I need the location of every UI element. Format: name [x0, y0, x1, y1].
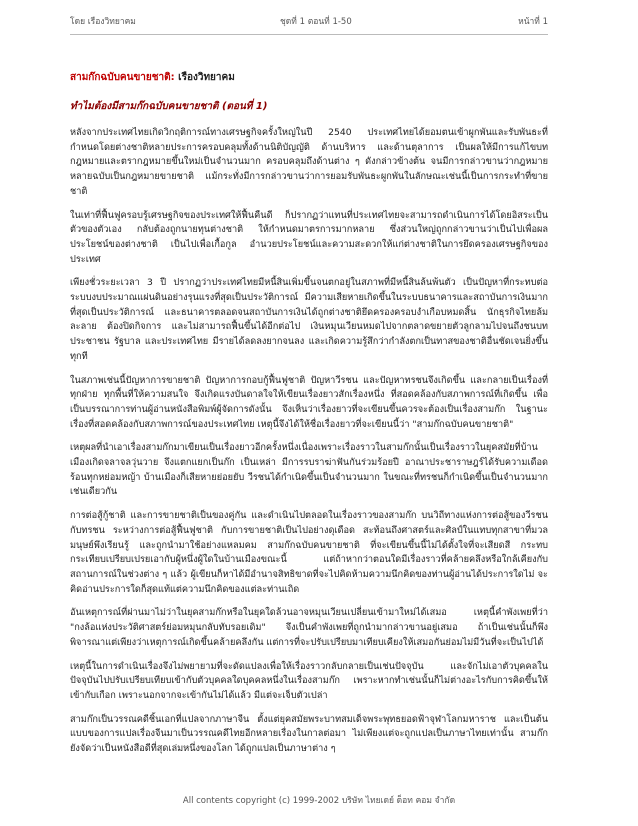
paragraph-7: อันเหตุการณ์ที่ผ่านมาไม่ว่าในยุคสามก๊กหรือในยุคใดล้วนอาจหมุนเวียนเปลี่ยนเข้ามาใหม่ได้เสมอ เหตุนี้คำพังเพยที่ว่า "กงล้อแห่งประวัติศาสตร์ย่อมหมุนกลับทับรอยเดิม" จึงเป็นคำพังเพยที่ถูกนำมากล่าวขานอยู่เสมอ ถ้าเป็นเช่นนั้นก็พึงพิจารณาแต่เพียงว่าเหตุการณ์เกิดขึ้นคล้ายคลึงกัน แต่การที่จะปรับเปรียบมาเทียบเคียงให้เสมอกันย่อมไม่มีวันที่จะเป็นไปได้	[70, 607, 548, 648]
paragraph-2: ในเท่าที่ฟื้นฟูครอบรู้เศรษฐกิจของประเทศให้ฟื้นคืนดี ก็ปรากฏว่าแทนที่ประเทศไทยจะสามารถดำเนินการได้โดยอิสระเป็นตัวของตัวเอง กลับต้องถูกนายทุนต่างชาติ ให้กำหนดมาตรการมากหลาย ซึ่งส่วนใหญ่ถูกกล่าวขานว่าเป็นไปเพื่อผลประโยชน์ของต่างชาติ เป็นไปเพื่อเกื้อกูล อำนวยประโยชน์และความสะดวกให้แก่ต่างชาติในการยึดครองเศรษฐกิจของประเทศ	[70, 209, 548, 265]
paragraph-5: เหตุผลที่นำเอาเรื่องสามก๊กมาเขียนเป็นเรื่องยาวอีกครั้งหนึ่งเนื่องเพราะเรื่องราวในสามก๊กนั้นเป็นเรื่องราวในยุคสมัยที่บ้านเมืองเกิดจลาจลวุ่นวาย จึงแตกแยกเป็นก๊ก เป็นเหล่า มีการรบราฆ่าฟันกันร่วมร้อยปี อาณาประชาราษฎร์ได้รับความเดือดร้อนทุกหย่อมหญ้า บ้านเมืองก็เสียหายย่อยยับ วีรชนได้กำเนิดขึ้นเป็นจำนวนมาก ในขณะที่ทรชนก็กำเนิดขึ้นเป็นจำนวนมากเช่นเดียวกัน	[70, 442, 548, 498]
paragraph-9: สามก๊กเป็นวรรณคดีชิ้นเอกที่แปลจากภาษาจีน ตั้งแต่ยุคสมัยพระบาทสมเด็จพระพุทธยอดฟ้าจุฬาโลกมหาราช และเป็นต้นแบบของการแปลเรื่องจีนมาเป็นวรรณคดีไทยอีกหลายเรื่องในกาลต่อมา ไม่เพียงแต่จะถูกแปลเป็นภาษาไทยเท่านั้น สามก๊กยังจัดว่าเป็นหนังสือดีที่สุดเล่มหนึ่งของโลก ได้ถูกแปลเป็นภาษาต่าง ๆ	[70, 713, 548, 755]
paragraph-6: การต่อสู้กู้ชาติ และการขายชาติเป็นของคู่กัน และดำเนินไปตลอดในเรื่องราวของสามก๊ก บนวิถีทางแห่งการต่อสู้ของวีรชนกับทรชน ระหว่างการต่อสู้ฟื้นฟูชาติ กับการขายชาติเป็นไปอย่างดุเดือด สะท้อนถึงศาสตร์และศิลป์ในแทบทุกสาขาที่มวลมนุษย์พึงเรียนรู้ และถูกนำมาใช้อย่างแหลมคม สามก๊กฉบับคนขายชาติ ที่จะเขียนขึ้นนี้ไม่ได้ตั้งใจที่จะเสียดสี กระทบกระเทียบเปรียบเปรยเอากับผู้หนึ่งผู้ใดในบ้านเมืองขณะนี้ แต่ถ้าหากว่าตอนใดมีเรื่องราวที่คล้ายคลึงหรือใกล้เคียงกับสถานการณ์ในช่วงต่าง ๆ แล้ว ผู้เขียนก็หาได้มีอำนาจสิทธิขาดที่จะไปคิดห้ามความนึกคิดของท่านผู้อ่านได้ประการใดไม่ จะคิดอ่านประการใดก็สุดแท้แต่ความนึกคิดของแต่ละท่านเถิด	[70, 510, 548, 595]
paragraph-3: เพียงชั่วระยะเวลา 3 ปี ปรากฏว่าประเทศไทยมีหนี้สินเพิ่มขึ้นจนตกอยู่ในสภาพที่มีหนี้สินล้นพ้นตัว เป็นปัญหาที่กระทบต่อระบบงบประมาณแผ่นดินอย่างรุนแรงที่สุดเป็นประวัติการณ์ มีความเสียหายเกิดขึ้นในระบบธนาคารและสถาบันการเงินมากที่สุดเป็นประวัติการณ์ และธนาคารตลอดจนสถาบันการเงินได้ถูกต่างชาติยึดครองครอบงำเกือบหมดสิ้น นักธุรกิจไทยล้มละลาย ต้องปิดกิจการ และไม่สามารถฟื้นขึ้นได้อีกต่อไป เงินหมุนเวียนหมดไปจากตลาดขยายตัวลูกลามไปจนถึงชนบท ประชาชน รัฐบาล และประเทศไทย มีรายได้ลดลงยากจนลง และเกิดความรู้สึกว่ากำลังตกเป็นทาสของชาติอื่นชัดเจนยิ่งขึ้นทุกที	[70, 277, 548, 362]
copyright-footer: All contents copyright (c) 1999-2002 บริษัท ไทยเดย์ ด็อท คอม จำกัด	[182, 796, 456, 806]
title-prefix: สามก๊กฉบับคนขายชาติ:	[70, 72, 175, 83]
header-author: โดย เรืองวิทยาคม	[70, 17, 136, 27]
header-divider	[70, 34, 548, 35]
paragraph-8: เหตุนี้ในการดำเนินเรื่องจึงไม่พยายามที่จะดัดแปลงเพื่อให้เรื่องราวกลับกลายเป็นเช่นปัจจุบัน และจักไม่เอาตัวบุคคลในปัจจุบันไปปรับเปรียบเทียบเข้ากับตัวบุคคลใดบุคคลหนึ่งในเรื่องสามก๊ก เพราะหากทำเช่นนั้นก็ไม่ต่างอะไรกับการคิดขึ้นให้เข้ากับเกือก เพราะนอกจากจะเข้ากันไม่ได้แล้ว มีแต่จะเจ็บตัวเปล่า	[70, 660, 548, 701]
document-body	[70, 70, 548, 766]
document-title	[70, 70, 548, 85]
paragraph-4: ในสภาพเช่นนี้ปัญหาการขายชาติ ปัญหาการกอบกู้ฟื้นฟูชาติ ปัญหาวีรชน และปัญหาทรชนจึงเกิดขึ้น และกลายเป็นเรื่องที่ทุกฝ่าย ทุกพื้นที่ให้ความสนใจ จึงเกิดแรงบันดาลใจให้เขียนเรื่องยาวสักเรื่องหนึ่ง ที่สอดคล้องกับสภาพการณ์ที่เกิดขึ้น เพื่อเป็นบรรณาการท่านผู้อ่านหนังสือพิมพ์ผู้จัดการดังนั้น จึงเห็นว่าเรื่องยาวที่จะเขียนขึ้นควรจะต้องเป็นเรื่องสามก๊ก ในฐานะเรื่องที่สอดคล้องกับสภาพการณ์ของประเทศไทย เหตุนี้จึงได้ให้ชื่อเรื่องยาวที่จะเขียนนี้ว่า "สามก๊กฉบับคนขายชาติ"	[70, 374, 548, 430]
paragraph-1: หลังจากประเทศไทยเกิดวิกฤติการณ์ทางเศรษฐกิจครั้งใหญ่ในปี 2540 ประเทศไทยได้ยอมตนเข้าผูกพันและรับพันธะที่กำหนดโดยต่างชาติหลายประการครอบคลุมทั้งด้านนิติบัญญัติ ด้านบริหาร และด้านตุลาการ เป็นผลให้มีการแก้ไขบทกฎหมายและตรากฎหมายขึ้นใหม่เป็นจำนวนมาก ครอบคลุมถึงด้านต่าง ๆ ดังกล่าวข้างต้น จนมีการกล่าวขานว่ากฎหมายหลายฉบับเป็นกฎหมายขายชาติ แม้กระทั่งมีการกล่าวขานว่าการยอมรับพันธะผูกพันในลักษณะเช่นนี้เป็นการกระทำที่ขายชาติ	[70, 127, 548, 197]
header-page-number: หน้าที่ 1	[518, 17, 548, 27]
page-header	[70, 14, 548, 30]
header-series: ชุดที่ 1 ตอนที่ 1-50	[280, 17, 352, 27]
title-author: เรืองวิทยาคม	[178, 72, 235, 83]
chapter-subtitle: ทำไมต้องมีสามก๊กฉบับคนขายชาติ (ตอนที่ 1)	[70, 101, 268, 112]
